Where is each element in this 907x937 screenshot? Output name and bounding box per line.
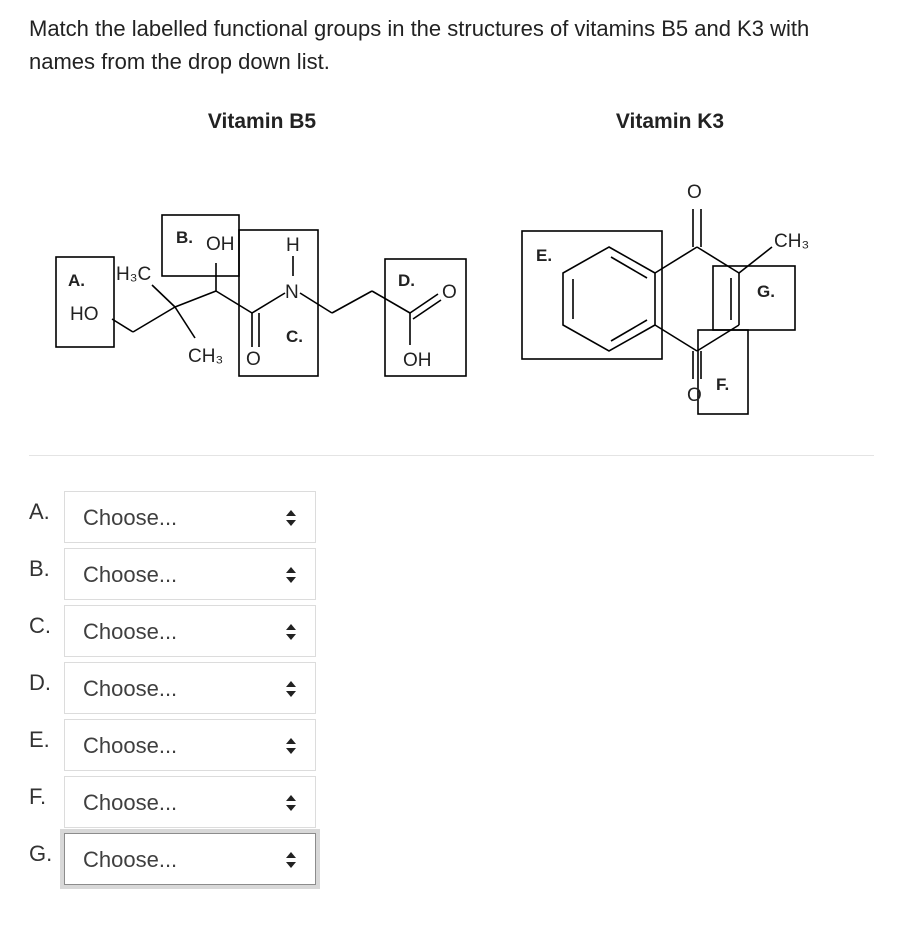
bond-c4-n bbox=[252, 293, 285, 313]
up-down-caret-icon bbox=[285, 850, 297, 870]
vitamin-b5-title: Vitamin B5 bbox=[207, 110, 317, 133]
label-e: E. bbox=[536, 246, 553, 265]
select-dropdown-e[interactable] bbox=[64, 719, 316, 771]
bond-ho-c1 bbox=[112, 319, 133, 332]
answer-row-g bbox=[29, 833, 349, 890]
bond-k3-ch3 bbox=[739, 247, 772, 273]
select-placeholder: Choose... bbox=[83, 733, 178, 758]
bond-k3-c2 bbox=[697, 247, 739, 273]
section-divider bbox=[29, 455, 874, 456]
answer-letter: A. bbox=[29, 499, 50, 524]
atom-k3-o-bottom: O bbox=[687, 385, 702, 406]
bond-c1-c2 bbox=[133, 307, 175, 332]
answer-row-f bbox=[29, 776, 349, 833]
bond-c5-c6 bbox=[332, 291, 372, 313]
bond-c7-o-1 bbox=[410, 294, 438, 313]
select-placeholder: Choose... bbox=[83, 619, 178, 644]
select-dropdown-a[interactable] bbox=[64, 491, 316, 543]
box-a bbox=[56, 257, 114, 347]
box-g bbox=[713, 266, 795, 330]
atom-o-amide: O bbox=[246, 349, 261, 370]
atom-n: N bbox=[285, 282, 299, 303]
answer-row-e bbox=[29, 719, 349, 776]
label-b: B. bbox=[176, 228, 193, 247]
answer-list bbox=[29, 491, 349, 890]
vitamin-structures-figure bbox=[0, 95, 907, 425]
vitamin-k3-labels bbox=[536, 182, 809, 406]
label-f: F. bbox=[716, 375, 730, 394]
answer-letter: C. bbox=[29, 613, 51, 638]
answer-letter: B. bbox=[29, 556, 50, 581]
benzene-inner-1 bbox=[611, 257, 647, 278]
select-placeholder: Choose... bbox=[83, 505, 178, 530]
answer-row-d bbox=[29, 662, 349, 719]
bond-n-c5 bbox=[300, 293, 332, 313]
answer-letter: F. bbox=[29, 784, 47, 809]
answer-row-b bbox=[29, 548, 349, 605]
box-f bbox=[698, 330, 748, 414]
atom-oh-top: OH bbox=[206, 234, 235, 255]
select-dropdown-f[interactable] bbox=[64, 776, 316, 828]
atom-k3-o-top: O bbox=[687, 182, 702, 203]
label-c: C. bbox=[286, 327, 303, 346]
bond-c2-ch3 bbox=[175, 307, 195, 338]
up-down-caret-icon bbox=[285, 565, 297, 585]
up-down-caret-icon bbox=[285, 793, 297, 813]
atom-h: H bbox=[286, 235, 300, 256]
benzene-inner-3 bbox=[611, 320, 647, 341]
select-dropdown-c[interactable] bbox=[64, 605, 316, 657]
question-text: Match the labelled functional groups in the structures of vitamins B5 and K3 with names from the drop down list. bbox=[29, 16, 810, 74]
vitamin-b5-labels bbox=[68, 228, 457, 371]
bond-c2-c3 bbox=[175, 291, 216, 307]
select-dropdown-d[interactable] bbox=[64, 662, 316, 714]
answer-letter: G. bbox=[29, 841, 53, 866]
bond-c3-c4 bbox=[216, 291, 252, 313]
select-placeholder: Choose... bbox=[83, 847, 178, 872]
atom-oh-acid: OH bbox=[403, 350, 432, 371]
select-dropdown-b[interactable] bbox=[64, 548, 316, 600]
label-g: G. bbox=[757, 282, 775, 301]
up-down-caret-icon bbox=[285, 736, 297, 756]
up-down-caret-icon bbox=[285, 622, 297, 642]
bond-c2-h3c bbox=[152, 285, 175, 307]
answer-row-a bbox=[29, 491, 349, 548]
atom-h3c: H₃C bbox=[116, 264, 152, 285]
benzene-ring bbox=[563, 247, 655, 351]
bond-c6-c7 bbox=[372, 291, 410, 313]
vitamin-k3-title: Vitamin K3 bbox=[615, 110, 725, 133]
answer-letter: E. bbox=[29, 727, 50, 752]
structures-svg bbox=[0, 95, 907, 425]
answer-letter: D. bbox=[29, 670, 51, 695]
answer-row-c bbox=[29, 605, 349, 662]
atom-k3-ch3: CH₃ bbox=[774, 231, 810, 252]
up-down-caret-icon bbox=[285, 508, 297, 528]
atom-o-acid: O bbox=[442, 282, 457, 303]
atom-ho: HO bbox=[70, 304, 99, 325]
select-placeholder: Choose... bbox=[83, 676, 178, 701]
atom-ch3: CH₃ bbox=[188, 346, 224, 367]
label-a: A. bbox=[68, 271, 85, 290]
label-d: D. bbox=[398, 271, 415, 290]
vitamin-k3-structure bbox=[522, 209, 795, 414]
select-placeholder: Choose... bbox=[83, 790, 178, 815]
bond-c7-o-2 bbox=[413, 300, 441, 319]
select-placeholder: Choose... bbox=[83, 562, 178, 587]
bond-k3-c4 bbox=[697, 325, 739, 351]
select-dropdown-g[interactable] bbox=[64, 833, 316, 885]
up-down-caret-icon bbox=[285, 679, 297, 699]
